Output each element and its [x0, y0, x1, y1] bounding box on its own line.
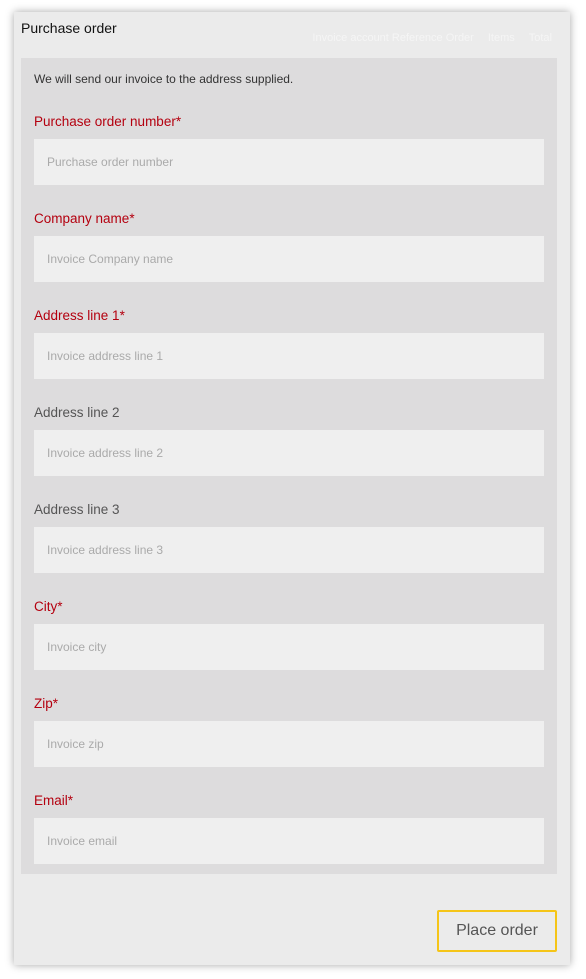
purchase-order-dialog — [14, 12, 570, 965]
label-address-line-3: Address line 3 — [34, 502, 120, 517]
company-name-input[interactable] — [34, 236, 544, 282]
address-line-3-input[interactable] — [34, 527, 544, 573]
dialog-header — [14, 12, 570, 56]
header-faint-text — [312, 32, 552, 44]
label-purchase-order-number: Purchase order number* — [34, 114, 182, 129]
zip-input[interactable] — [34, 721, 544, 767]
address-line-1-input[interactable] — [34, 333, 544, 379]
invoice-form — [21, 58, 557, 874]
header-faint-item: Total — [528, 32, 552, 44]
email-input[interactable] — [34, 818, 544, 864]
place-order-button[interactable]: Place order — [437, 910, 557, 952]
purchase-order-number-input[interactable] — [34, 139, 544, 185]
dialog-title: Purchase order — [21, 20, 117, 36]
label-company-name: Company name* — [34, 211, 135, 226]
label-zip: Zip* — [34, 696, 59, 711]
label-address-line-1: Address line 1* — [34, 308, 125, 323]
header-faint-item: Items — [487, 32, 515, 44]
label-city: City* — [34, 599, 63, 614]
label-email: Email* — [34, 793, 74, 808]
address-line-2-input[interactable] — [34, 430, 544, 476]
header-faint-item: Invoice account Reference Order — [312, 32, 474, 44]
label-address-line-2: Address line 2 — [34, 405, 120, 420]
city-input[interactable] — [34, 624, 544, 670]
form-intro: We will send our invoice to the address supplied. — [34, 72, 294, 86]
